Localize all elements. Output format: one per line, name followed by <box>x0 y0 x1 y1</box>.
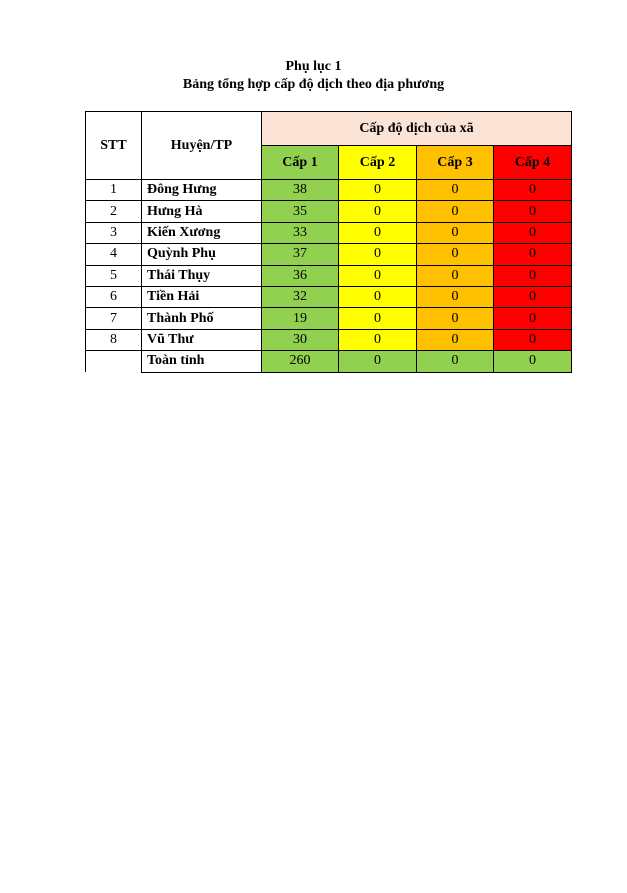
row-level-1-count: 37 <box>262 244 339 265</box>
row-stt: 2 <box>86 201 142 222</box>
row-level-4-count: 0 <box>494 329 572 350</box>
row-level-2-count: 0 <box>339 222 417 243</box>
row-level-4-count: 0 <box>494 265 572 286</box>
row-level-4-count: 0 <box>494 201 572 222</box>
row-level-3-count: 0 <box>417 201 494 222</box>
row-stt: 3 <box>86 222 142 243</box>
row-level-1-count: 38 <box>262 180 339 201</box>
row-stt: 8 <box>86 329 142 350</box>
row-level-2-count: 0 <box>339 308 417 329</box>
row-level-3-count: 0 <box>417 286 494 307</box>
row-level-1-count: 33 <box>262 222 339 243</box>
table-header-row-1 <box>86 112 572 146</box>
row-level-2-count: 0 <box>339 265 417 286</box>
row-district-name: Kiến Xương <box>142 222 262 243</box>
row-stt: 5 <box>86 265 142 286</box>
row-level-3-count: 0 <box>417 244 494 265</box>
header-district: Huyện/TP <box>142 112 262 180</box>
row-stt: 6 <box>86 286 142 307</box>
row-level-4-count: 0 <box>494 286 572 307</box>
document-heading <box>0 58 627 94</box>
row-stt: 4 <box>86 244 142 265</box>
row-level-2-count: 0 <box>339 201 417 222</box>
total-level-4: 0 <box>494 351 572 372</box>
row-district-name: Thành Phố <box>142 308 262 329</box>
row-level-1-count: 35 <box>262 201 339 222</box>
total-level-2: 0 <box>339 351 417 372</box>
table-row <box>86 286 572 307</box>
document-title: Phụ lục 1 <box>285 59 342 74</box>
table-row <box>86 308 572 329</box>
table-row <box>86 244 572 265</box>
epidemic-level-table <box>85 111 572 373</box>
row-level-3-count: 0 <box>417 329 494 350</box>
table-row <box>86 180 572 201</box>
table-body <box>86 180 572 351</box>
total-level-3: 0 <box>417 351 494 372</box>
header-level-group: Cấp độ dịch của xã <box>262 112 572 146</box>
row-level-3-count: 0 <box>417 265 494 286</box>
row-level-4-count: 0 <box>494 180 572 201</box>
row-level-2-count: 0 <box>339 244 417 265</box>
total-stt-cell <box>86 351 142 372</box>
header-level-1: Cấp 1 <box>262 146 339 180</box>
row-district-name: Quỳnh Phụ <box>142 244 262 265</box>
row-level-3-count: 0 <box>417 308 494 329</box>
row-stt: 1 <box>86 180 142 201</box>
table-total-row <box>86 351 572 372</box>
header-stt: STT <box>86 112 142 180</box>
row-district-name: Thái Thụy <box>142 265 262 286</box>
row-level-1-count: 30 <box>262 329 339 350</box>
row-level-1-count: 19 <box>262 308 339 329</box>
row-district-name: Hưng Hà <box>142 201 262 222</box>
total-label: Toàn tỉnh <box>142 351 262 372</box>
row-level-3-count: 0 <box>417 180 494 201</box>
row-level-1-count: 32 <box>262 286 339 307</box>
row-district-name: Đông Hưng <box>142 180 262 201</box>
document-subtitle: Bảng tổng hợp cấp độ dịch theo địa phương <box>182 77 445 92</box>
table-row <box>86 329 572 350</box>
row-district-name: Tiền Hải <box>142 286 262 307</box>
table-row <box>86 222 572 243</box>
row-level-4-count: 0 <box>494 308 572 329</box>
table-row <box>86 265 572 286</box>
row-level-2-count: 0 <box>339 180 417 201</box>
row-level-1-count: 36 <box>262 265 339 286</box>
header-level-4: Cấp 4 <box>494 146 572 180</box>
header-level-2: Cấp 2 <box>339 146 417 180</box>
header-level-3: Cấp 3 <box>417 146 494 180</box>
row-level-2-count: 0 <box>339 329 417 350</box>
table-row <box>86 201 572 222</box>
row-level-2-count: 0 <box>339 286 417 307</box>
row-district-name: Vũ Thư <box>142 329 262 350</box>
row-level-4-count: 0 <box>494 222 572 243</box>
row-level-4-count: 0 <box>494 244 572 265</box>
total-level-1: 260 <box>262 351 339 372</box>
row-level-3-count: 0 <box>417 222 494 243</box>
row-stt: 7 <box>86 308 142 329</box>
